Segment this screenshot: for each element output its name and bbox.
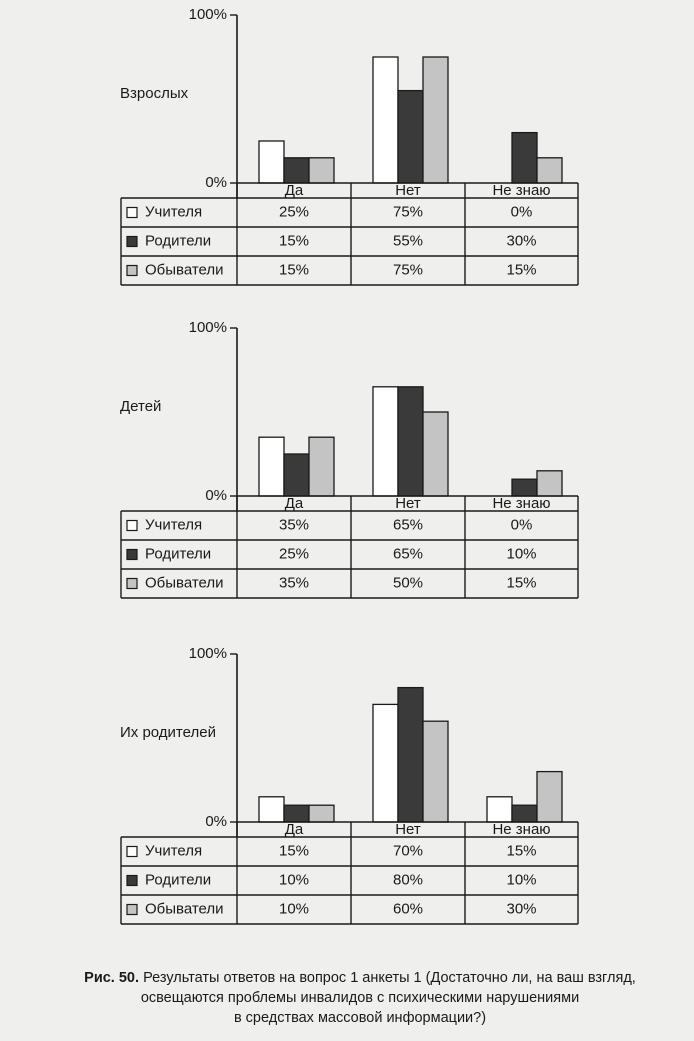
bar-Учителя-Не знаю (487, 797, 512, 822)
data-label: 75% (392, 261, 424, 279)
figure-number: Рис. 50. (84, 970, 140, 986)
chart-2 (120, 319, 578, 598)
chart-title: Детей (120, 397, 162, 415)
chart-3 (120, 645, 578, 924)
category-label: Не знаю (492, 494, 551, 512)
category-label: Не знаю (492, 820, 551, 838)
caption-line-2: освещаются проблемы инвалидов с психическими нарушениями (140, 990, 580, 1006)
y-tick-label-top: 100% (188, 5, 227, 23)
y-tick-label-top: 100% (188, 644, 227, 662)
bar-Родители-Нет (398, 387, 423, 496)
legend-swatch-Учителя (127, 208, 137, 218)
bar-Обыватели-Не знаю (537, 471, 562, 496)
bar-Учителя-Нет (373, 387, 398, 496)
data-label: 35% (278, 516, 310, 534)
bar-Родители-Да (284, 158, 309, 183)
legend-swatch-Родители (127, 876, 137, 886)
bar-Родители-Да (284, 454, 309, 496)
data-label: 10% (506, 545, 537, 563)
legend-swatch-Родители (127, 550, 137, 560)
category-label: Нет (395, 181, 421, 199)
legend-swatch-Родители (127, 237, 137, 247)
bar-Родители-Не знаю (512, 479, 537, 496)
bar-Родители-Не знаю (512, 133, 537, 183)
data-label: 80% (392, 871, 424, 889)
legend-label: Родители (145, 232, 212, 250)
y-tick-label-bottom: 0% (205, 812, 227, 830)
category-label: Да (284, 181, 304, 199)
bar-Учителя-Да (259, 437, 284, 496)
bar-Родители-Нет (398, 91, 423, 183)
legend-label: Родители (145, 871, 212, 889)
data-label: 60% (392, 900, 424, 918)
bar-Обыватели-Нет (423, 721, 448, 822)
bar-Обыватели-Не знаю (537, 158, 562, 183)
data-label: 0% (510, 516, 533, 534)
caption-line-1: Результаты ответов на вопрос 1 анкеты 1 (Достаточно ли, на ваш взгляд, (143, 970, 636, 986)
data-label: 25% (278, 203, 310, 221)
legend-swatch-Обыватели (127, 905, 137, 915)
data-label: 65% (392, 516, 424, 534)
data-label: 50% (392, 574, 424, 592)
data-label: 70% (392, 842, 424, 860)
category-label: Нет (395, 494, 421, 512)
category-label: Да (284, 820, 304, 838)
data-label: 30% (506, 900, 537, 918)
bar-Обыватели-Нет (423, 57, 448, 183)
y-tick-label-bottom: 0% (205, 173, 227, 191)
bar-Учителя-Нет (373, 704, 398, 822)
legend-label: Учителя (145, 203, 203, 221)
y-tick-label-top: 100% (188, 318, 227, 336)
legend-swatch-Учителя (127, 847, 137, 857)
data-label: 15% (506, 842, 537, 860)
bar-Обыватели-Да (309, 805, 334, 822)
figure-caption (40, 968, 680, 1028)
category-label: Нет (395, 820, 421, 838)
bar-Родители-Не знаю (512, 805, 537, 822)
bar-Учителя-Нет (373, 57, 398, 183)
legend-label: Обыватели (145, 261, 224, 279)
bar-Обыватели-Нет (423, 412, 448, 496)
category-label: Да (284, 494, 304, 512)
bar-Учителя-Да (259, 141, 284, 183)
y-tick-label-bottom: 0% (205, 486, 227, 504)
data-label: 25% (278, 545, 310, 563)
category-label: Не знаю (492, 181, 551, 199)
legend-label: Учителя (145, 842, 203, 860)
data-label: 15% (278, 261, 310, 279)
data-label: 10% (278, 871, 310, 889)
legend-swatch-Обыватели (127, 266, 137, 276)
bar-Родители-Нет (398, 688, 423, 822)
bar-Родители-Да (284, 805, 309, 822)
legend-label: Обыватели (145, 900, 224, 918)
data-label: 10% (278, 900, 310, 918)
legend-label: Учителя (145, 516, 203, 534)
legend-label: Обыватели (145, 574, 224, 592)
bar-Обыватели-Да (309, 158, 334, 183)
data-label: 15% (506, 261, 537, 279)
data-label: 10% (506, 871, 537, 889)
bar-Обыватели-Не знаю (537, 772, 562, 822)
chart-title: Взрослых (120, 84, 189, 102)
data-label: 55% (392, 232, 424, 250)
data-label: 0% (510, 203, 533, 221)
data-label: 15% (506, 574, 537, 592)
data-label: 30% (506, 232, 537, 250)
bar-Учителя-Да (259, 797, 284, 822)
legend-swatch-Учителя (127, 521, 137, 531)
legend-label: Родители (145, 545, 212, 563)
data-label: 65% (392, 545, 424, 563)
data-label: 15% (278, 232, 310, 250)
data-label: 75% (392, 203, 424, 221)
caption-line-3: в средствах массовой информации?) (233, 1010, 487, 1026)
chart-title: Их родителей (120, 723, 216, 741)
legend-swatch-Обыватели (127, 579, 137, 589)
chart-1 (120, 6, 578, 285)
bar-Обыватели-Да (309, 437, 334, 496)
data-label: 15% (278, 842, 310, 860)
data-label: 35% (278, 574, 310, 592)
